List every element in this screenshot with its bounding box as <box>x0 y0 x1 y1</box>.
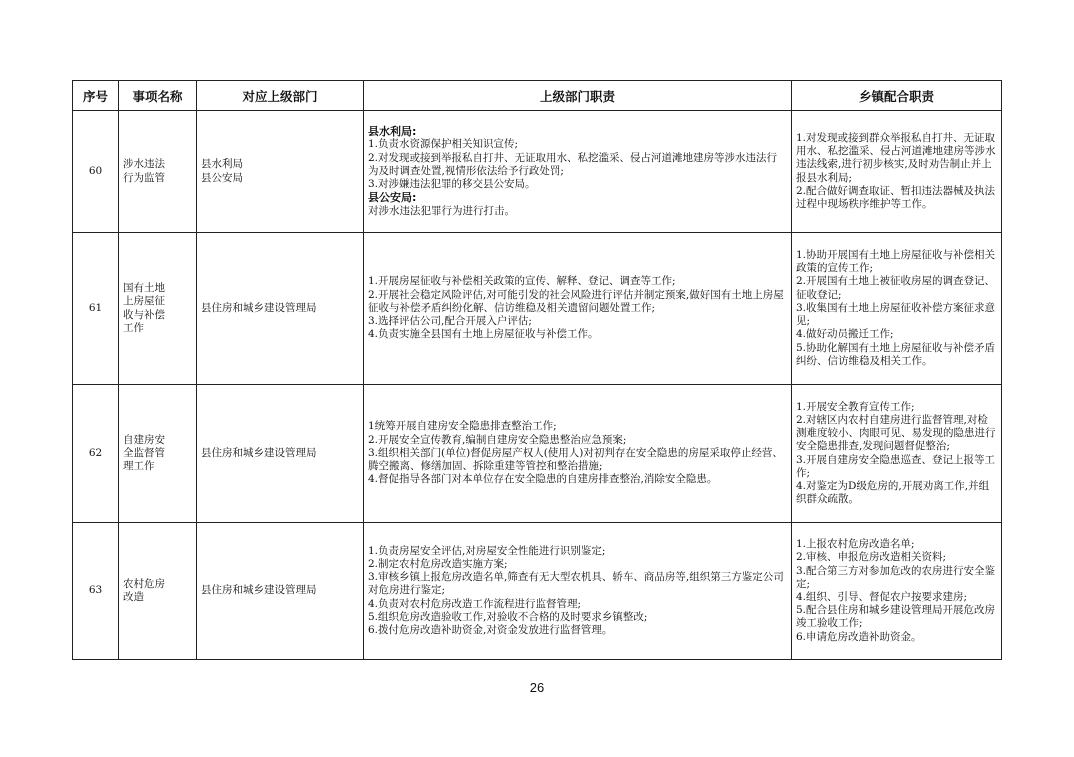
item-name-line: 改造 <box>123 591 144 603</box>
item-name <box>119 233 197 385</box>
township-duty-line: 2.对辖区内农村自建房进行监督管理,对检测难度较小、肉眼可见、易发现的隐患进行安全隐患排查,发现问题督促整治; <box>796 413 996 453</box>
township-duty-line: 3.开展自建房安全隐患巡查、登记上报等工作; <box>796 453 996 479</box>
department-line: 县住房和城乡建设管理局 <box>201 446 317 459</box>
duty-line: 1.负责房屋安全评估,对房屋安全性能进行识别鉴定; <box>368 544 606 557</box>
item-name-line: 收与补偿 <box>123 308 165 321</box>
item-name <box>119 111 197 233</box>
duty-line: 4.负责对农村危房改造工作流程进行监督管理; <box>368 597 582 610</box>
row-number: 61 <box>73 233 119 385</box>
township-duty-line: 2.审核、申报危房改造相关资料; <box>796 551 947 564</box>
duty-line: 对涉水违法犯罪行为进行打击。 <box>368 204 515 217</box>
township-duties <box>792 111 1002 233</box>
item-name-line: 工作 <box>123 321 144 334</box>
department-line: 县住房和城乡建设管理局 <box>201 584 317 597</box>
header-item-name: 事项名称 <box>119 81 197 111</box>
agency-label: 县水利局: <box>368 125 417 139</box>
department <box>197 233 364 385</box>
item-name-line: 自建房安 <box>123 433 165 446</box>
row-number: 62 <box>73 385 119 523</box>
page-number: 26 <box>529 680 545 695</box>
township-duty-line: 4.组织、引导、督促农户按要求建房; <box>796 591 968 603</box>
township-duty-line: 6.申请危房改造补助资金。 <box>796 630 922 643</box>
duty-line: 3.审核乡镇上报危房改造名单,筛查有无大型农机具、轿车、商品房等,组织第三方鉴定公司对危房进行鉴定; <box>368 571 784 597</box>
township-duty-line: 4.做好动员搬迁工作; <box>796 328 894 341</box>
table-header-row <box>73 81 1002 111</box>
township-duty-line: 4.对鉴定为D级危房的,开展劝离工作,并组织群众疏散。 <box>796 479 990 506</box>
item-name <box>119 523 197 660</box>
department-line: 县水利局 <box>201 158 243 171</box>
duty-line: 2.制定农村危房改造实施方案; <box>368 557 508 570</box>
responsibility-table <box>72 80 1002 660</box>
township-duty-line: 2.配合做好调查取证、暂扣违法器械及执法过程中现场秩序维护等工作。 <box>796 184 996 210</box>
duty-line: 2.开展社会稳定风险评估,对可能引发的社会风险进行评估并制定预案,做好国有土地上房屋征收与补偿矛盾纠纷化解、信访维稳及相关遗留问题处置工作; <box>368 288 784 314</box>
superior-duties <box>364 233 792 385</box>
duty-line: 4.督促指导各部门对本单位存在安全隐患的自建房排查整治,消除安全隐患。 <box>368 473 718 486</box>
row-number: 63 <box>73 523 119 660</box>
header-township-duties: 乡镇配合职责 <box>792 81 1002 111</box>
department <box>197 385 364 523</box>
agency-label: 县公安局: <box>368 191 417 205</box>
header-serial-number: 序号 <box>73 81 119 111</box>
item-name-line: 全监督管 <box>123 446 165 459</box>
duty-line: 3.对涉嫌违法犯罪的移交县公安局。 <box>368 178 536 191</box>
township-duties <box>792 233 1002 385</box>
item-name <box>119 385 197 523</box>
township-duty-line: 1.对发现或接到群众举报私自打井、无证取用水、私挖滥采、侵占河道滩地建房等涉水违法线索,进行初步核实,及时劝告制止并上报县水利局; <box>796 131 996 184</box>
township-duty-line: 3.配合第三方对参加危改的农房进行安全鉴定; <box>796 564 996 590</box>
table-row <box>73 385 1002 523</box>
table-row <box>73 233 1002 385</box>
township-duty-line: 5.配合县住房和城乡建设管理局开展危改房竣工验收工作; <box>796 604 996 630</box>
header-superior-department: 对应上级部门 <box>197 81 364 111</box>
township-duty-line: 2.开展国有土地上被征收房屋的调查登记、征收登记; <box>796 275 996 301</box>
duty-line: 3.选择评估公司,配合开展入户评估; <box>368 315 532 328</box>
duty-line: 1.开展房屋征收与补偿相关政策的宣传、解释、登记、调查等工作; <box>368 275 676 288</box>
table-row <box>73 523 1002 660</box>
superior-duties <box>364 523 792 660</box>
duty-line: 1.负责水资源保护相关知识宣传; <box>368 138 519 151</box>
duty-line: 6.拨付危房改造补助资金,对资金发放进行监督管理。 <box>368 624 613 636</box>
township-duty-line: 5.协助化解国有土地上房屋征收与补偿矛盾纠纷、信访维稳及相关工作。 <box>796 341 996 367</box>
township-duty-line: 3.收集国有土地上房屋征收补偿方案征求意见; <box>796 301 996 328</box>
township-duty-line: 1.上报农村危房改造名单; <box>796 538 915 551</box>
township-duty-line: 1.开展安全教育宣传工作; <box>796 400 915 413</box>
department <box>197 523 364 660</box>
item-name-line: 行为监管 <box>123 171 165 184</box>
item-name-line: 国有土地 <box>123 282 165 295</box>
duty-line: 1统筹开展自建房安全隐患排查整治工作; <box>368 420 557 433</box>
duty-line: 2.对发现或接到举报私自打井、无证取用水、私挖滥采、侵占河道滩地建房等涉水违法行为及时调查处置,视情形依法给予行政处罚; <box>368 151 778 177</box>
row-number: 60 <box>73 111 119 233</box>
item-name-line: 上房屋征 <box>123 295 165 308</box>
township-duty-line: 1.协助开展国有土地上房屋征收与补偿相关政策的宣传工作; <box>796 249 996 275</box>
duty-line: 5.组织危房改造验收工作,对验收不合格的及时要求乡镇整改; <box>368 610 648 623</box>
duty-line: 3.组织相关部门(单位)督促房屋产权人(使用人)对初判存在安全隐患的房屋采取停止经营、腾空搬离、修缮加固、拆除重建等管控和整治措施; <box>368 446 783 473</box>
department <box>197 111 364 233</box>
township-duties <box>792 385 1002 523</box>
duty-line: 2.开展安全宣传教育,编制自建房安全隐患整治应急预案; <box>368 433 627 446</box>
item-name-line: 理工作 <box>123 460 155 473</box>
duty-line: 4.负责实施全县国有土地上房屋征收与补偿工作。 <box>368 328 599 341</box>
superior-duties <box>364 111 792 233</box>
item-name-line: 农村危房 <box>123 577 165 590</box>
department-line: 县公安局 <box>201 171 243 184</box>
superior-duties <box>364 385 792 523</box>
township-duties <box>792 523 1002 660</box>
header-superior-duties: 上级部门职责 <box>364 81 792 111</box>
department-line: 县住房和城乡建设管理局 <box>201 301 317 314</box>
item-name-line: 涉水违法 <box>123 158 165 171</box>
table-row <box>73 111 1002 233</box>
